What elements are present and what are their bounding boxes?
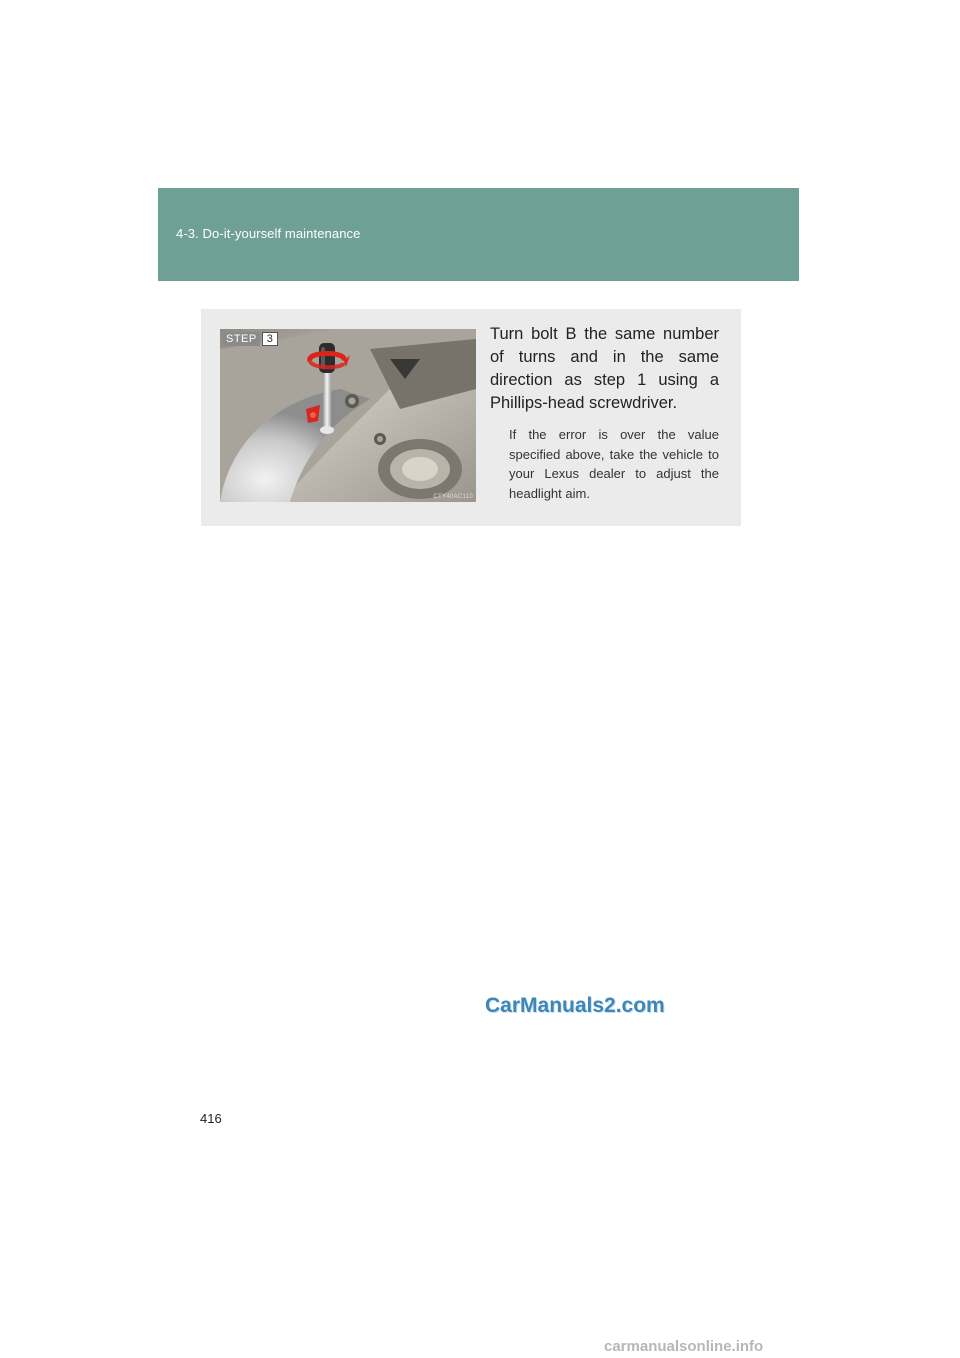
engine-bay-illustration — [220, 329, 476, 502]
page-number: 416 — [200, 1111, 222, 1126]
step-badge-number: 3 — [262, 332, 278, 346]
headlight-adjustment-photo — [220, 329, 476, 502]
carmanuals-watermark: CarManuals2.com — [485, 994, 665, 1017]
photo-code: CTY40AC110 — [433, 494, 473, 500]
step-note: If the error is over the value specified above, take the vehicle to your Lexus dealer to adjust the headlight aim. — [509, 427, 719, 501]
step-badge-label: STEP — [223, 332, 260, 346]
section-title: 4-3. Do-it-yourself maintenance — [176, 226, 361, 241]
footer-watermark: carmanualsonline.info — [604, 1338, 764, 1355]
step-panel — [201, 309, 741, 526]
chapter-header-bar — [158, 188, 799, 281]
step-badge — [223, 332, 278, 346]
step-instruction: Turn bolt B the same number of turns and in the same direction as step 1 using a Phillips-head screwdriver. — [490, 325, 719, 412]
